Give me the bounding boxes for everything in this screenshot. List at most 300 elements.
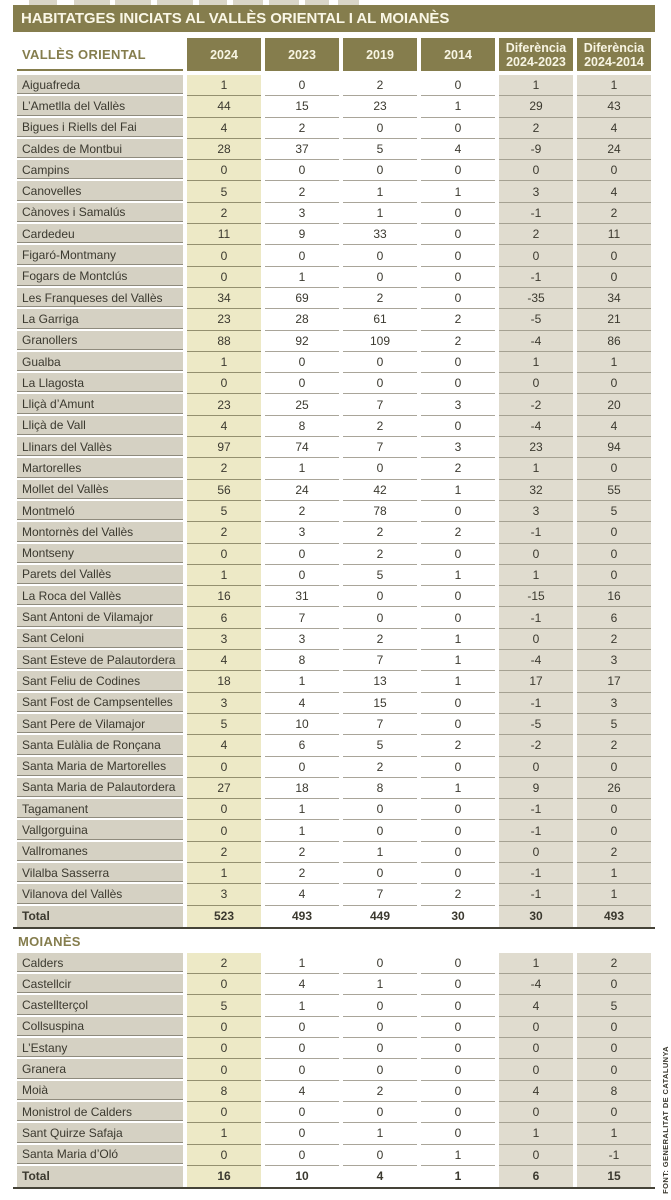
column-header-2014 — [421, 38, 495, 75]
table-row — [17, 416, 651, 437]
value-cell: 0 — [421, 1102, 495, 1123]
municipality-label: Monistrol de Calders — [17, 1102, 183, 1123]
value-cell: 0 — [421, 1123, 495, 1144]
value-cell: 34 — [577, 288, 651, 309]
section-header-valles-oriental: VALLÈS ORIENTAL — [17, 38, 183, 75]
value-cell: 25 — [265, 394, 339, 415]
value-cell: 8 — [343, 778, 417, 799]
value-cell: 23 — [343, 96, 417, 117]
municipality-label: Sant Celoni — [17, 629, 183, 650]
value-cell: 2 — [577, 953, 651, 974]
value-cell: 6 — [187, 607, 261, 628]
value-cell: -1 — [577, 1145, 651, 1166]
value-cell: 0 — [343, 820, 417, 841]
value-cell: 0 — [499, 373, 573, 394]
value-cell: 2 — [187, 203, 261, 224]
value-cell: 4 — [187, 118, 261, 139]
value-cell: 0 — [187, 373, 261, 394]
moianes-rows — [17, 953, 651, 1187]
table-row — [17, 139, 651, 160]
value-cell: 6 — [577, 607, 651, 628]
value-cell: 0 — [343, 995, 417, 1016]
value-cell: 2 — [343, 522, 417, 543]
value-cell: 0 — [265, 544, 339, 565]
value-cell: 0 — [187, 974, 261, 995]
value-cell: -15 — [499, 586, 573, 607]
table-row — [17, 309, 651, 330]
value-cell: -4 — [499, 974, 573, 995]
municipality-label: Montornès del Vallès — [17, 522, 183, 543]
value-cell: 0 — [499, 1017, 573, 1038]
value-cell: 0 — [421, 863, 495, 884]
value-cell: 2 — [421, 735, 495, 756]
value-cell: 18 — [265, 778, 339, 799]
value-cell: 7 — [343, 650, 417, 671]
table-row — [17, 953, 651, 974]
value-cell: 16 — [187, 586, 261, 607]
value-cell: 0 — [187, 757, 261, 778]
municipality-label: Tagamanent — [17, 799, 183, 820]
table-row — [17, 607, 651, 628]
value-cell: 1 — [265, 995, 339, 1016]
value-cell: 3 — [187, 693, 261, 714]
table-row — [17, 586, 651, 607]
value-cell: 2 — [421, 522, 495, 543]
value-cell: 449 — [343, 906, 417, 927]
value-cell: 5 — [343, 565, 417, 586]
total-row — [17, 1166, 651, 1187]
value-cell: 16 — [187, 1166, 261, 1187]
column-header-sublabel: 2024-2023 — [506, 54, 566, 69]
table-row — [17, 96, 651, 117]
value-cell: 21 — [577, 309, 651, 330]
value-cell: -1 — [499, 522, 573, 543]
value-cell: 0 — [421, 1081, 495, 1102]
value-cell: 4 — [187, 735, 261, 756]
value-cell: 1 — [577, 863, 651, 884]
value-cell: 5 — [187, 181, 261, 202]
table-row — [17, 799, 651, 820]
value-cell: 109 — [343, 331, 417, 352]
value-cell: 94 — [577, 437, 651, 458]
value-cell: 4 — [265, 1081, 339, 1102]
table-row — [17, 522, 651, 543]
municipality-label: Sant Antoni de Vilamajor — [17, 607, 183, 628]
municipality-label: Sant Esteve de Palautordera — [17, 650, 183, 671]
municipality-label: Gualba — [17, 352, 183, 373]
value-cell: 4 — [343, 1166, 417, 1187]
municipality-label: Granera — [17, 1059, 183, 1080]
municipality-label: Santa Maria de Palautordera — [17, 778, 183, 799]
value-cell: 5 — [187, 714, 261, 735]
value-cell: 5 — [187, 995, 261, 1016]
value-cell: 1 — [343, 842, 417, 863]
value-cell: 1 — [577, 884, 651, 905]
value-cell: 0 — [577, 820, 651, 841]
value-cell: 1 — [187, 352, 261, 373]
value-cell: 0 — [187, 799, 261, 820]
table-row — [17, 458, 651, 479]
value-cell: 32 — [499, 480, 573, 501]
value-cell: 0 — [577, 245, 651, 266]
value-cell: 11 — [187, 224, 261, 245]
value-cell: -5 — [499, 309, 573, 330]
value-cell: 2 — [187, 522, 261, 543]
table-row — [17, 884, 651, 905]
value-cell: 0 — [343, 267, 417, 288]
table-row — [17, 565, 651, 586]
value-cell: 7 — [343, 437, 417, 458]
value-cell: 0 — [499, 245, 573, 266]
value-cell: 1 — [343, 974, 417, 995]
value-cell: 42 — [343, 480, 417, 501]
municipality-label: L’Estany — [17, 1038, 183, 1059]
value-cell: 34 — [187, 288, 261, 309]
value-cell: 4 — [265, 693, 339, 714]
value-cell: 0 — [187, 1038, 261, 1059]
value-cell: 24 — [577, 139, 651, 160]
value-cell: -1 — [499, 203, 573, 224]
municipality-label: Lliçà de Vall — [17, 416, 183, 437]
value-cell: -9 — [499, 139, 573, 160]
value-cell: 0 — [343, 1102, 417, 1123]
value-cell: 1 — [265, 820, 339, 841]
value-cell: 0 — [421, 267, 495, 288]
municipality-label: Les Franqueses del Vallès — [17, 288, 183, 309]
value-cell: 0 — [577, 757, 651, 778]
table-row — [17, 224, 651, 245]
value-cell: 1 — [577, 352, 651, 373]
value-cell: 5 — [577, 995, 651, 1016]
value-cell: 2 — [343, 757, 417, 778]
table-row — [17, 820, 651, 841]
table-row — [17, 1123, 651, 1144]
value-cell: 8 — [265, 650, 339, 671]
value-cell: 1 — [343, 203, 417, 224]
column-header-label: 2019 — [366, 47, 394, 62]
total-label: Total — [17, 906, 183, 927]
value-cell: 1 — [421, 480, 495, 501]
table-row — [17, 842, 651, 863]
value-cell: 0 — [499, 629, 573, 650]
value-cell: 0 — [577, 373, 651, 394]
value-cell: 7 — [343, 884, 417, 905]
value-cell: 0 — [265, 1038, 339, 1059]
value-cell: -5 — [499, 714, 573, 735]
municipality-label: La Llagosta — [17, 373, 183, 394]
value-cell: 0 — [421, 160, 495, 181]
table-row — [17, 629, 651, 650]
value-cell: 10 — [265, 714, 339, 735]
valles-oriental-table — [13, 38, 655, 927]
value-cell: 0 — [187, 1059, 261, 1080]
value-cell: 0 — [499, 842, 573, 863]
municipality-label: Lliçà d’Amunt — [17, 394, 183, 415]
value-cell: 0 — [499, 757, 573, 778]
value-cell: 2 — [343, 75, 417, 96]
housing-table-figure — [13, 5, 655, 1189]
value-cell: 0 — [343, 245, 417, 266]
value-cell: 2 — [499, 224, 573, 245]
value-cell: 2 — [343, 1081, 417, 1102]
table-row — [17, 974, 651, 995]
municipality-label: Cardedeu — [17, 224, 183, 245]
value-cell: 86 — [577, 331, 651, 352]
value-cell: 7 — [343, 714, 417, 735]
value-cell: 0 — [343, 863, 417, 884]
value-cell: 15 — [343, 693, 417, 714]
value-cell: 2 — [187, 842, 261, 863]
column-header-row — [17, 38, 651, 75]
value-cell: 1 — [499, 352, 573, 373]
table-row — [17, 203, 651, 224]
value-cell: 26 — [577, 778, 651, 799]
value-cell: 3 — [187, 884, 261, 905]
value-cell: -1 — [499, 607, 573, 628]
value-cell: 2 — [187, 953, 261, 974]
value-cell: 18 — [187, 671, 261, 692]
page-title: HABITATGES INICIATS AL VALLÈS ORIENTAL I AL MOIANÈS — [13, 5, 655, 32]
value-cell: 1 — [421, 671, 495, 692]
value-cell: 3 — [577, 650, 651, 671]
table-row — [17, 373, 651, 394]
value-cell: 4 — [577, 181, 651, 202]
value-cell: 2 — [421, 884, 495, 905]
value-cell: 1 — [499, 1123, 573, 1144]
municipality-label: Castellcir — [17, 974, 183, 995]
value-cell: 0 — [577, 1038, 651, 1059]
municipality-label: Mollet del Vallès — [17, 480, 183, 501]
value-cell: 0 — [421, 352, 495, 373]
value-cell: 17 — [577, 671, 651, 692]
value-cell: 9 — [499, 778, 573, 799]
value-cell: 2 — [343, 288, 417, 309]
value-cell: 0 — [265, 160, 339, 181]
table-row — [17, 245, 651, 266]
value-cell: 0 — [343, 352, 417, 373]
value-cell: 97 — [187, 437, 261, 458]
value-cell: 4 — [499, 1081, 573, 1102]
value-cell: 0 — [343, 1059, 417, 1080]
value-cell: 0 — [265, 757, 339, 778]
value-cell: 1 — [187, 863, 261, 884]
municipality-label: Calders — [17, 953, 183, 974]
value-cell: 1 — [421, 96, 495, 117]
value-cell: 78 — [343, 501, 417, 522]
value-cell: 1 — [187, 565, 261, 586]
value-cell: 8 — [265, 416, 339, 437]
section-header-moianes: MOIANÈS — [13, 927, 655, 953]
value-cell: 16 — [577, 586, 651, 607]
municipality-label: Sant Quirze Safaja — [17, 1123, 183, 1144]
value-cell: 3 — [499, 181, 573, 202]
table-row — [17, 352, 651, 373]
value-cell: 0 — [421, 203, 495, 224]
value-cell: 3 — [265, 522, 339, 543]
value-cell: 6 — [265, 735, 339, 756]
value-cell: 0 — [421, 842, 495, 863]
value-cell: 0 — [265, 1123, 339, 1144]
value-cell: 1 — [499, 565, 573, 586]
value-cell: 0 — [421, 544, 495, 565]
source-credit: FONT: GENERALITAT DE CATALUNYA — [661, 1046, 670, 1194]
value-cell: 0 — [577, 799, 651, 820]
table-row — [17, 863, 651, 884]
value-cell: 23 — [187, 394, 261, 415]
value-cell: 1 — [187, 75, 261, 96]
value-cell: 8 — [577, 1081, 651, 1102]
value-cell: 2 — [499, 118, 573, 139]
value-cell: 0 — [421, 75, 495, 96]
value-cell: 7 — [265, 607, 339, 628]
value-cell: 0 — [421, 288, 495, 309]
value-cell: 1 — [577, 1123, 651, 1144]
column-header-label: Diferència — [505, 40, 567, 55]
value-cell: 0 — [265, 1145, 339, 1166]
value-cell: -1 — [499, 863, 573, 884]
value-cell: -1 — [499, 267, 573, 288]
value-cell: 0 — [499, 1038, 573, 1059]
municipality-label: Bigues i Riells del Fai — [17, 118, 183, 139]
value-cell: 1 — [421, 629, 495, 650]
value-cell: 0 — [343, 118, 417, 139]
value-cell: 2 — [421, 458, 495, 479]
value-cell: 28 — [187, 139, 261, 160]
value-cell: 23 — [187, 309, 261, 330]
municipality-label: Canovelles — [17, 181, 183, 202]
column-header-label: 2023 — [288, 47, 316, 62]
municipality-label: Moià — [17, 1081, 183, 1102]
value-cell: 0 — [187, 1145, 261, 1166]
municipality-label: Vilalba Sasserra — [17, 863, 183, 884]
value-cell: -2 — [499, 394, 573, 415]
value-cell: -4 — [499, 331, 573, 352]
value-cell: -1 — [499, 820, 573, 841]
value-cell: 20 — [577, 394, 651, 415]
value-cell: 0 — [421, 607, 495, 628]
municipality-label: Sant Feliu de Codines — [17, 671, 183, 692]
value-cell: 0 — [421, 693, 495, 714]
value-cell: 493 — [577, 906, 651, 927]
value-cell: 0 — [421, 1059, 495, 1080]
municipality-label: Caldes de Montbui — [17, 139, 183, 160]
value-cell: 69 — [265, 288, 339, 309]
table-row — [17, 331, 651, 352]
value-cell: 8 — [187, 1081, 261, 1102]
municipality-label: Santa Maria d’Oló — [17, 1145, 183, 1166]
value-cell: 0 — [265, 352, 339, 373]
value-cell: 29 — [499, 96, 573, 117]
table-row — [17, 1102, 651, 1123]
value-cell: 37 — [265, 139, 339, 160]
value-cell: 30 — [421, 906, 495, 927]
municipality-label: Fogars de Montclús — [17, 267, 183, 288]
value-cell: 0 — [499, 1145, 573, 1166]
value-cell: 1 — [421, 650, 495, 671]
value-cell: 4 — [187, 650, 261, 671]
value-cell: 0 — [421, 799, 495, 820]
value-cell: 24 — [265, 480, 339, 501]
value-cell: 5 — [187, 501, 261, 522]
table-row — [17, 650, 651, 671]
value-cell: 0 — [421, 416, 495, 437]
table-row — [17, 1145, 651, 1166]
value-cell: 7 — [343, 394, 417, 415]
value-cell: 27 — [187, 778, 261, 799]
value-cell: 10 — [265, 1166, 339, 1187]
municipality-label: Montseny — [17, 544, 183, 565]
value-cell: 0 — [265, 373, 339, 394]
value-cell: 15 — [265, 96, 339, 117]
total-row — [17, 906, 651, 927]
value-cell: 2 — [577, 629, 651, 650]
value-cell: 23 — [499, 437, 573, 458]
column-header-2019 — [343, 38, 417, 75]
value-cell: 1 — [421, 181, 495, 202]
value-cell: 0 — [421, 953, 495, 974]
value-cell: 0 — [187, 160, 261, 181]
table-row — [17, 75, 651, 96]
municipality-label: Montmeló — [17, 501, 183, 522]
value-cell: 0 — [499, 544, 573, 565]
value-cell: 1 — [499, 953, 573, 974]
value-cell: 28 — [265, 309, 339, 330]
value-cell: 44 — [187, 96, 261, 117]
value-cell: 2 — [343, 544, 417, 565]
value-cell: 1 — [343, 181, 417, 202]
value-cell: 1 — [499, 75, 573, 96]
value-cell: 3 — [421, 437, 495, 458]
table-row — [17, 480, 651, 501]
municipality-label: Santa Eulàlia de Ronçana — [17, 735, 183, 756]
value-cell: 5 — [343, 735, 417, 756]
value-cell: 0 — [421, 245, 495, 266]
value-cell: 5 — [343, 139, 417, 160]
municipality-label: Castellterçol — [17, 995, 183, 1016]
value-cell: 2 — [265, 118, 339, 139]
value-cell: 0 — [577, 458, 651, 479]
value-cell: 5 — [577, 501, 651, 522]
value-cell: 1 — [265, 458, 339, 479]
value-cell: 2 — [577, 203, 651, 224]
municipality-label: Sant Fost de Campsentelles — [17, 693, 183, 714]
table-row — [17, 995, 651, 1016]
municipality-label: Martorelles — [17, 458, 183, 479]
value-cell: 1 — [343, 1123, 417, 1144]
value-cell: 0 — [187, 544, 261, 565]
value-cell: 1 — [577, 75, 651, 96]
value-cell: 0 — [499, 1059, 573, 1080]
value-cell: 2 — [265, 863, 339, 884]
value-cell: 3 — [187, 629, 261, 650]
value-cell: 92 — [265, 331, 339, 352]
table-row — [17, 735, 651, 756]
column-header-label: 2014 — [444, 47, 472, 62]
value-cell: 1 — [265, 671, 339, 692]
value-cell: 4 — [577, 118, 651, 139]
table-row — [17, 394, 651, 415]
value-cell: -1 — [499, 799, 573, 820]
value-cell: 0 — [343, 1017, 417, 1038]
value-cell: 0 — [343, 799, 417, 820]
value-cell: 4 — [421, 139, 495, 160]
value-cell: 0 — [499, 160, 573, 181]
value-cell: 0 — [265, 75, 339, 96]
municipality-label: Vilanova del Vallès — [17, 884, 183, 905]
table-row — [17, 693, 651, 714]
column-header-2023 — [265, 38, 339, 75]
value-cell: 0 — [265, 565, 339, 586]
